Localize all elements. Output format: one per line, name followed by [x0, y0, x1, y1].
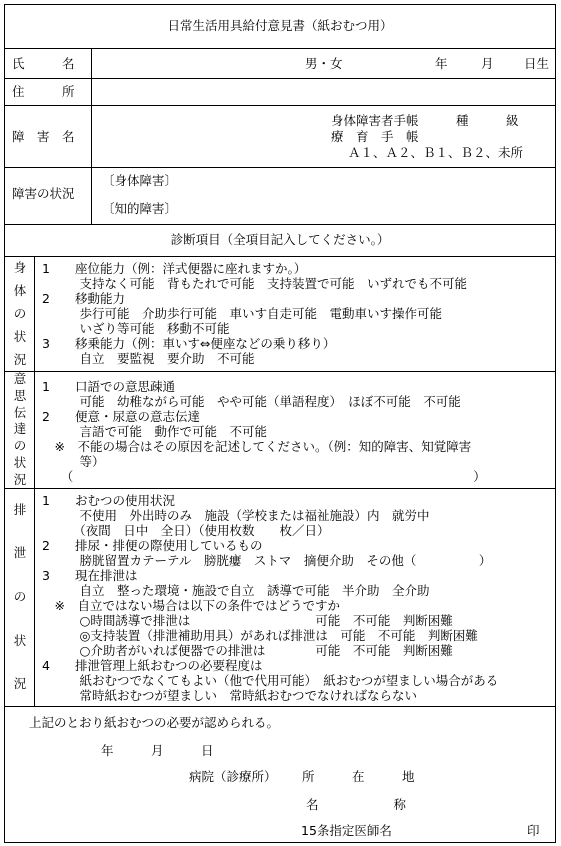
label-char: 状	[13, 454, 27, 470]
label-char: 達	[13, 421, 27, 437]
label-char: 排	[13, 501, 27, 517]
label-char: 状	[13, 632, 27, 648]
section-physical-label	[8, 256, 32, 371]
intellectual-disability-heading: 〔知的障害〕	[102, 201, 178, 216]
label-char: の	[13, 305, 27, 321]
diagnosis-header: 診断項目（全項目記入してください。）	[170, 232, 390, 247]
hospital-address-label: 所 在 地	[302, 769, 415, 784]
rule	[5, 488, 555, 489]
seal-mark: 印	[527, 823, 540, 838]
rule	[5, 224, 555, 225]
label-char: 意	[13, 371, 27, 387]
rule	[5, 167, 555, 168]
label-char: 体	[13, 282, 27, 298]
section-communication-label	[8, 371, 32, 488]
label-char: 状	[13, 328, 27, 344]
birth-year-label: 年	[435, 56, 448, 71]
address-label: 住 所	[12, 84, 75, 99]
rule	[91, 48, 92, 224]
doctor-name-label: 15条指定医師名	[301, 823, 392, 838]
opinion-form	[4, 4, 556, 843]
label-char: 身	[13, 259, 27, 275]
label-char: の	[13, 438, 27, 454]
rule	[5, 78, 555, 79]
label-char: 況	[13, 471, 27, 487]
section-excretion-label	[8, 488, 32, 706]
physical-disability-heading: 〔身体障害〕	[102, 173, 178, 188]
label-char: 思	[13, 388, 27, 404]
rule	[5, 371, 555, 372]
label-char: の	[13, 588, 27, 604]
label-char: 況	[13, 351, 27, 367]
sex-field: 男・女	[305, 56, 343, 71]
section-excretion-items: 1 おむつの使用状況 不使用 外出時のみ 施設（学校または福祉施設）内 就労中 （夜間 日中 全日）（使用枚数 枚／日） 2 排尿・排便の際使用しているもの 膀胱留置カテーテル 膀胱瘻 ストマ 摘便介助 その他（ ） 3 現在排泄は 自立 整った環境・施設で自立 誘導で可能 半介助 全介助 ※ 自立ではない場合は以下の条件ではどうですか ○時間誘導で排泄は 可能 不可能 判断困難 ◎支持装置（排泄補助用具）があれば排泄は 可能 不可能 判断困難 ○介助者がいれば便器での排泄は 可能 不可能 判断困難 4 排泄管理上紙おむつの必要程度は 紙おむつでなくてもよい（他で代用可能） 紙おむつが望ましい場合がある 常時紙おむつが望ましい 常時紙おむつでなければならない	[42, 493, 499, 703]
rehab-handbook-line: 療 育 手 帳	[331, 129, 419, 144]
birth-day-label: 日生	[524, 56, 550, 71]
section-communication-items: 1 口語での意思疎通 可能 幼稚ながら可能 やや可能（単語程度） ほぼ不可能 不可能 2 便意・尿意の意志伝達 言語で可能 動作で可能 不可能 ※ 不能の場合はその原因を記述してください。（例：知的障害、知覚障害 等） （ ）	[42, 379, 486, 484]
rule	[34, 256, 35, 706]
birth-month-label: 月	[481, 56, 494, 71]
label-char: 況	[13, 676, 27, 692]
certification-statement: 上記のとおり紙おむつの必要が認められる。	[29, 715, 280, 730]
rule	[5, 105, 555, 106]
rule	[5, 256, 555, 257]
date-line: 年 月 日	[101, 743, 214, 758]
rule	[5, 706, 555, 707]
form-title: 日常生活用具給付意見書（紙おむつ用）	[167, 18, 393, 33]
label-char: 泄	[13, 545, 27, 561]
label-char: 伝	[13, 404, 27, 420]
physical-handbook-line: 身体障害者手帳 種 級	[331, 113, 519, 128]
grade-options: Ａ１、Ａ２、Ｂ１、Ｂ２、未所	[348, 145, 524, 160]
hospital-label: 病院（診療所）	[189, 769, 277, 784]
disability-label: 障 害 名	[12, 129, 75, 144]
status-label: 障害の状況	[12, 186, 75, 201]
hospital-name-label: 名 称	[306, 797, 407, 812]
name-label: 氏 名	[12, 56, 75, 71]
rule	[5, 48, 555, 49]
section-physical-items: 1 座位能力（例：洋式便器に座れますか。） 支持なく可能 背もたれで可能 支持装置で可能 いずれでも不可能 2 移動能力 歩行可能 介助歩行可能 車いす自走可能 電動車いす操作可能 いざり等可能 移動不可能 3 移乗能力（例：車いす⇔便座などの乗り移り） 自立 要監視 要介助 不可能	[42, 261, 468, 366]
